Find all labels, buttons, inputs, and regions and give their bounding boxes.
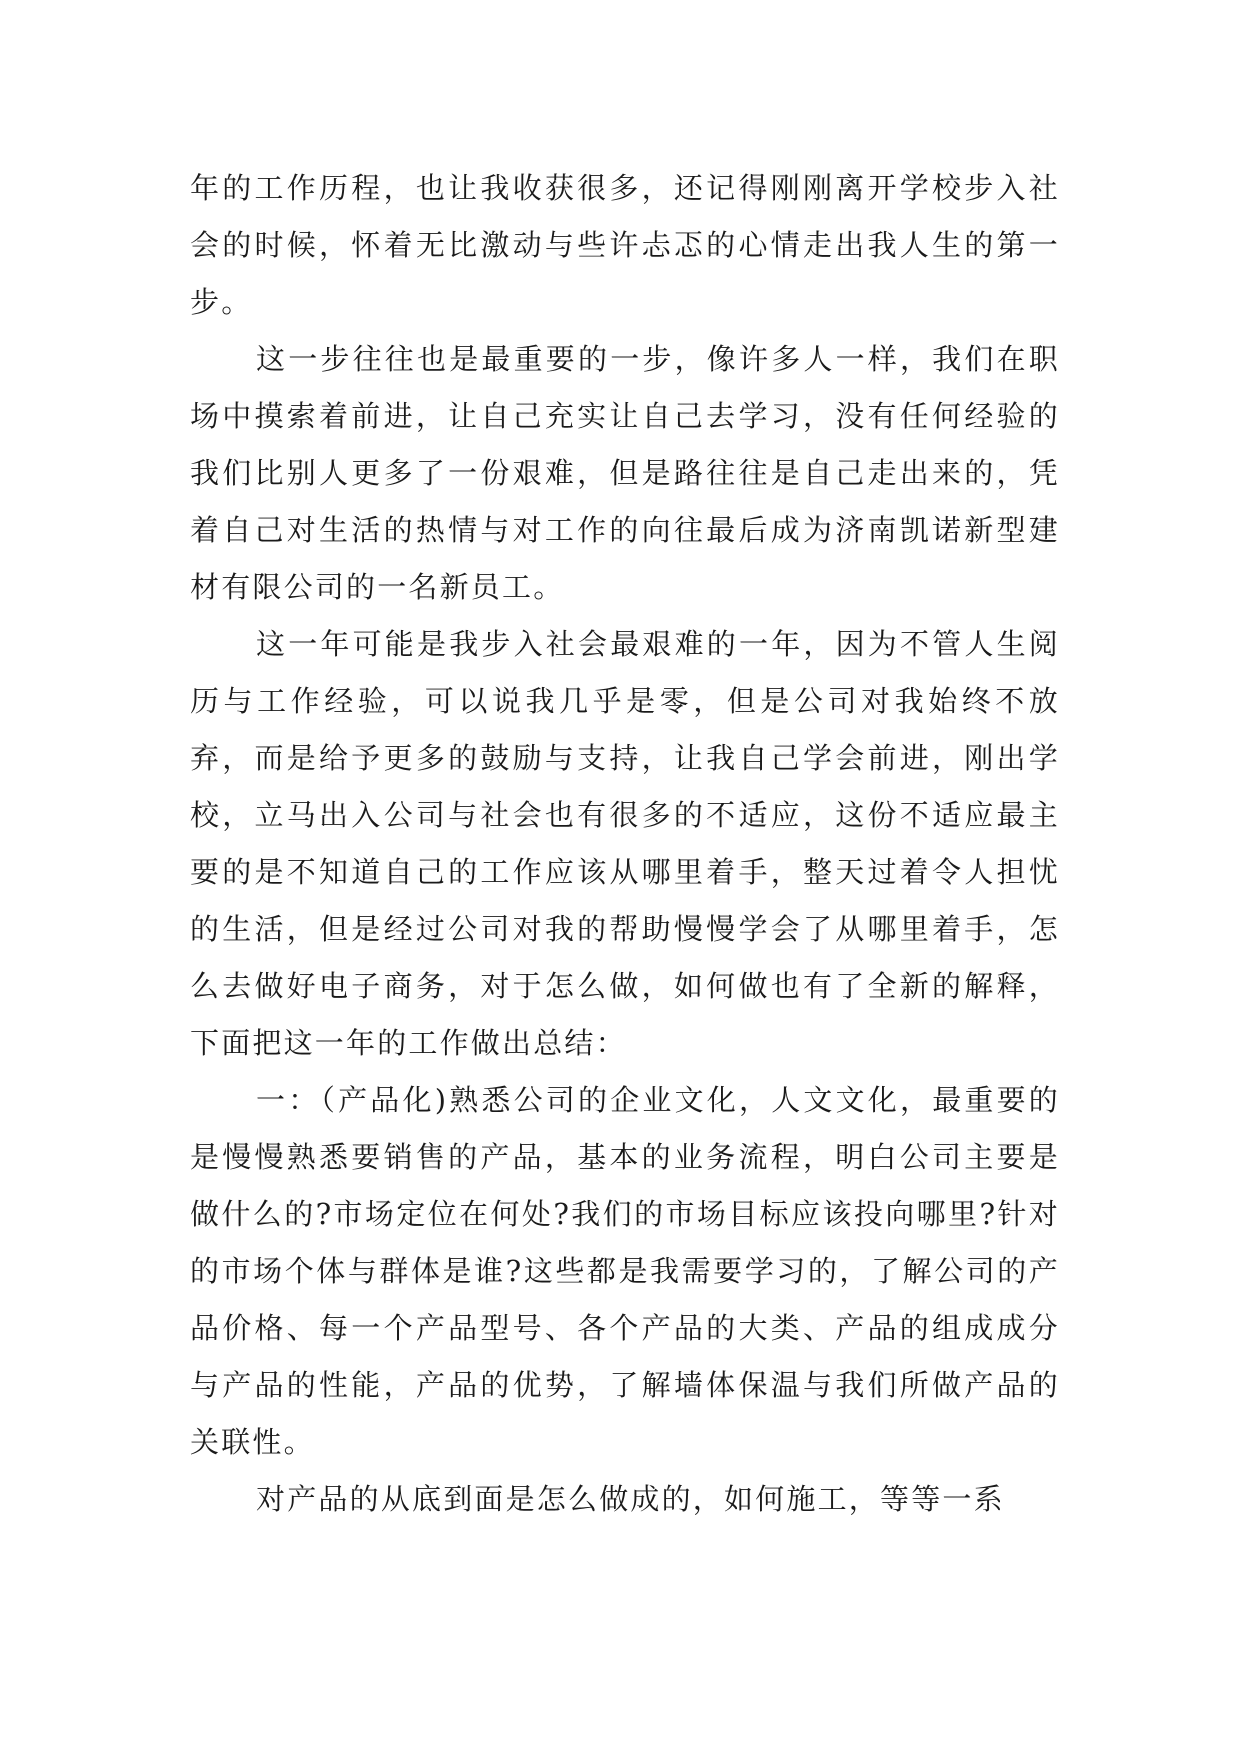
paragraph-1: 年的工作历程，也让我收获很多，还记得刚刚离开学校步入社会的时候，怀着无比激动与些许忐忑的心情走出我人生的第一步。	[190, 171, 1060, 319]
document-body	[190, 160, 1060, 1528]
paragraph-4: 一：（产品化)熟悉公司的企业文化，人文文化，最重要的是慢慢熟悉要销售的产品，基本的业务流程，明白公司主要是做什么的?市场定位在何处?我们的市场目标应该投向哪里?针对的市场个体与群体是谁?这些都是我需要学习的，了解公司的产品价格、每一个产品型号、各个产品的大类、产品的组成成分与产品的性能，产品的优势，了解墙体保温与我们所做产品的关联性。	[190, 1083, 1060, 1459]
paragraph-3: 这一年可能是我步入社会最艰难的一年，因为不管人生阅历与工作经验，可以说我几乎是零，但是公司对我始终不放弃，而是给予更多的鼓励与支持，让我自己学会前进，刚出学校，立马出入公司与社会也有很多的不适应，这份不适应最主要的是不知道自己的工作应该从哪里着手，整天过着令人担忧的生活，但是经过公司对我的帮助慢慢学会了从哪里着手，怎么去做好电子商务，对于怎么做，如何做也有了全新的解释，下面把这一年的工作做出总结：	[190, 627, 1060, 1060]
paragraph-5: 对产品的从底到面是怎么做成的，如何施工，等等一系	[256, 1482, 1005, 1516]
paragraph-2: 这一步往往也是最重要的一步，像许多人一样，我们在职场中摸索着前进，让自己充实让自己去学习，没有任何经验的我们比别人更多了一份艰难，但是路往往是自己走出来的，凭着自己对生活的热情与对工作的向往最后成为济南凯诺新型建材有限公司的一名新员工。	[190, 342, 1060, 604]
